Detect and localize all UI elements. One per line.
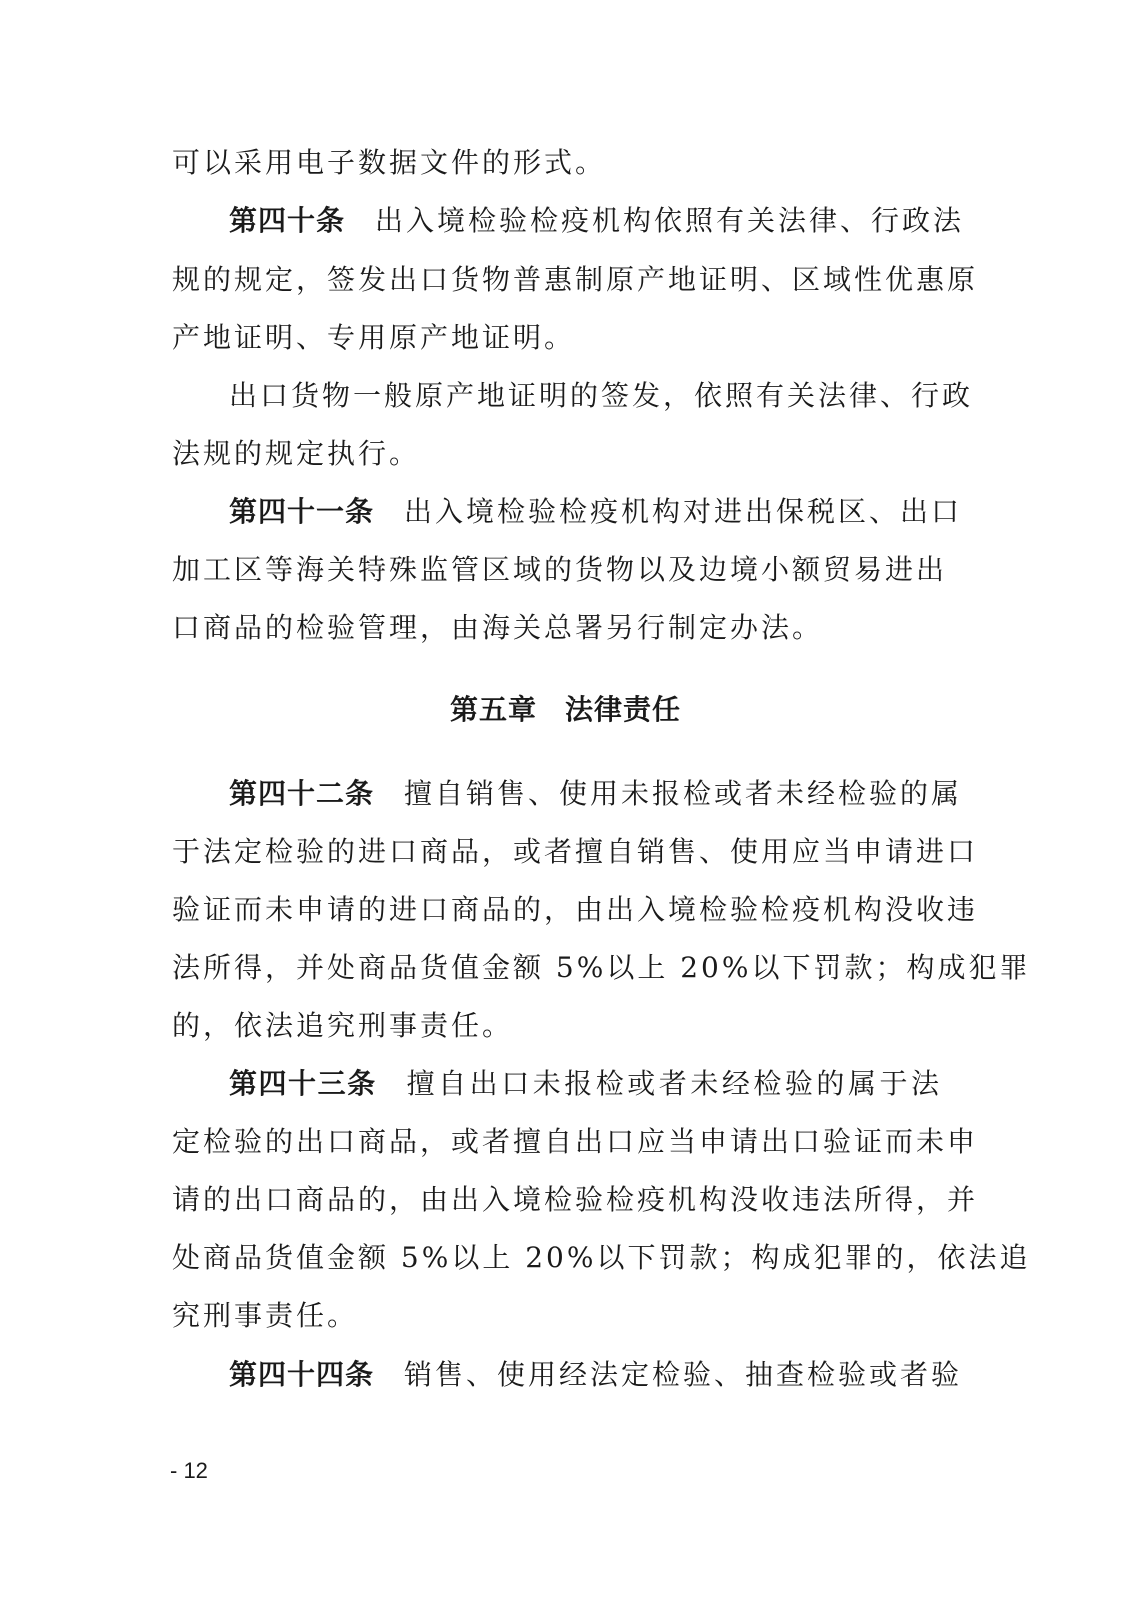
text-line: 验证而未申请的进口商品的，由出入境检验检疫机构没收违 xyxy=(172,893,979,926)
text-line: 的，依法追究刑事责任。 xyxy=(172,1009,514,1042)
article-number: 第四十三条 xyxy=(229,1067,377,1100)
article-44-heading-line: 第四十四条 销售、使用经法定检验、抽查检验或者验 xyxy=(229,1358,963,1391)
text-line: 究刑事责任。 xyxy=(172,1299,359,1332)
article-42-heading-line: 第四十二条 擅自销售、使用未报检或者未经检验的属 xyxy=(229,777,963,810)
text-line: 法规的规定执行。 xyxy=(172,437,421,470)
chapter-number: 第五章 xyxy=(449,693,537,726)
text-line: 加工区等海关特殊监管区域的货物以及边境小额贸易进出 xyxy=(172,553,948,586)
article-number: 第四十一条 xyxy=(229,495,375,528)
text-line: 规的规定，签发出口货物普惠制原产地证明、区域性优惠原 xyxy=(172,263,979,296)
article-43-heading-line: 第四十三条 擅自出口未报检或者未经检验的属于法 xyxy=(229,1067,942,1100)
text-line: 法所得，并处商品货值金额 5%以上 20%以下罚款；构成犯罪 xyxy=(172,951,1031,984)
article-number: 第四十二条 xyxy=(229,777,375,810)
chapter-title-text: 法律责任 xyxy=(565,693,682,726)
article-40-heading-line: 第四十条 出入境检验检疫机构依照有关法律、行政法 xyxy=(229,204,965,237)
text-line: 产地证明、专用原产地证明。 xyxy=(172,321,576,354)
chapter-heading xyxy=(0,690,1131,730)
text-line: 口商品的检验管理，由海关总署另行制定办法。 xyxy=(172,611,824,644)
text-line: 处商品货值金额 5%以上 20%以下罚款；构成犯罪的，依法追 xyxy=(172,1241,1031,1274)
page-number: - 12 xyxy=(170,1458,208,1483)
text-line: 出口货物一般原产地证明的签发，依照有关法律、行政 xyxy=(229,379,974,412)
text-line: 可以采用电子数据文件的形式。 xyxy=(172,146,607,179)
article-number: 第四十四条 xyxy=(229,1358,375,1391)
text-line: 定检验的出口商品，或者擅自出口应当申请出口验证而未申 xyxy=(172,1125,979,1158)
article-number: 第四十条 xyxy=(229,204,346,237)
text-line: 请的出口商品的，由出入境检验检疫机构没收违法所得，并 xyxy=(172,1183,979,1216)
text-line: 于法定检验的进口商品，或者擅自销售、使用应当申请进口 xyxy=(172,835,979,868)
article-41-heading-line: 第四十一条 出入境检验检疫机构对进出保税区、出口 xyxy=(229,495,963,528)
